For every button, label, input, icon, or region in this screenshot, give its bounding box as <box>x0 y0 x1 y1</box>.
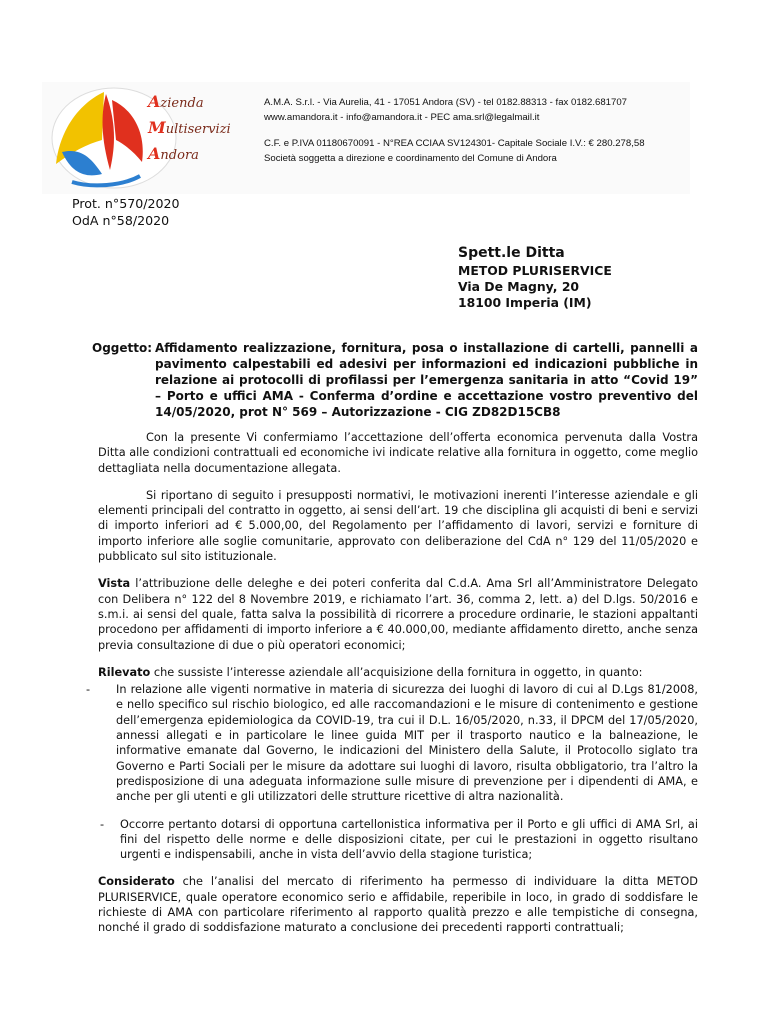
letterhead <box>42 82 690 194</box>
recipient-city: 18100 Imperia (IM) <box>458 295 592 310</box>
company-direction: Società soggetta a direzione e coordinamento del Comune di Andora <box>264 152 557 164</box>
protocol-block <box>72 195 180 229</box>
company-fiscal: C.F. e P.IVA 01180670091 - N°REA CCIAA SV124301- Capitale Sociale I.V.: € 280.278,58 <box>264 138 645 149</box>
company-info <box>264 96 694 166</box>
subject-block <box>92 340 698 420</box>
subject-label: Oggetto: <box>92 341 153 355</box>
letter-body <box>86 430 699 948</box>
recipient-title: Spett.le Ditta <box>458 245 565 261</box>
recipient-block <box>458 245 612 311</box>
company-address: A.M.A. S.r.l. - Via Aurelia, 41 - 17051 Andora (SV) - tel 0182.88313 - fax 0182.681707 <box>264 97 628 108</box>
paragraph-vista: Vista l’attribuzione delle deleghe e dei poteri conferita dal C.d.A. Ama Srl all’Amministratore Delegato con Delibera n° 122 del 8 Novembre 2019, e richiamato l’art. 36, comma 2, lett. a) del D.lgs. 50/2016 e s.m.i. ai sensi del quale, fatta salva la possibilità di ricorrere a procedure ordinarie, le stazioni appaltanti procedono per affidamenti di importo inferiore a € 40.000,00, mediante affidamento diretto, anche senza previa consultazione di due o più operatori economici; <box>98 577 698 652</box>
list-item: - In relazione alle vigenti normative in materia di sicurezza dei luoghi di lavoro di cui al D.Lgs 81/2008, e nello specifico sul rischio biologico, ed alle raccomandazioni e le misure di contenimento e gestione dell’emergenza epidemiologica da COVID-19, tra cui il D.L. 16/05/2020, n.33, il DPCM del 17/05/2020, annessi allegati e in particolare le linee guida MIT per il trasporto nautico e la balneazione, le informative emanate dal Governo, le indicazioni del Ministero della Salute, il Protocollo siglato tra Governo e Parti Sociali per le misure da adottare sui luoghi di lavoro, risulta obbligatorio, tra l’altro la predisposizione di una adeguata informazione sulle misure di prevenzione per i dipendenti di AMA, e anche per gli utenti e gli utilizzatori delle strutture ricettive di altra nazionalità. <box>86 683 698 804</box>
recipient-street: Via De Magny, 20 <box>458 279 580 294</box>
paragraph-rilevato: Rilevato che sussiste l’interesse aziendale all’acquisizione della fornitura in oggetto, in quanto: <box>98 665 643 679</box>
recipient-name: METOD PLURISERVICE <box>458 263 612 278</box>
paragraph-considerato: Considerato che l’analisi del mercato di riferimento ha permesso di individuare la ditta METOD PLURISERVICE, quale operatore economico serio e affidabile, reperibile in loco, in grado di soddisfare le richieste di AMA con particolare riferimento al rapporto qualità prezzo e alle tempistiche di consegna, nonché il grado di soddisfazione maturato a conclusione dei precedenti rapporti contrattuali; <box>98 875 698 935</box>
paragraph-confirmation: Con la presente Vi confermiamo l’accettazione dell’offerta economica pervenuta dalla Vostra Ditta alle condizioni contrattuali ed economiche ivi indicate relative alla fornitura in oggetto, come meglio dettagliata nella documentazione allegata. <box>98 431 699 475</box>
protocol-number: Prot. n°570/2020 <box>72 196 180 211</box>
oda-number: OdA n°58/2020 <box>72 213 170 228</box>
subject-text: Affidamento realizzazione, fornitura, posa o installazione di cartelli, pannelli a pavimento calpestabili ed adesivi per informazioni ed indicazioni pubbliche in relazione ai protocolli di profilassi per l’emergenza sanitaria in atto “Covid 19” – Porto e uffici AMA - Conferma d’ordine e accettazione vostro preventivo del 14/05/2020, prot N° 569 – Autorizzazione - CIG ZD82D15CB8 <box>155 341 698 419</box>
list-item: - Occorre pertanto dotarsi di opportuna cartellonistica informativa per il Porto e gli uffici di AMA Srl, ai fini del rispetto delle norme e delle disposizioni citate, per cui le prestazioni in oggetto risultano urgenti e indispensabili, anche in vista dell’avvio della stagione turistica; <box>100 817 698 862</box>
company-web: www.amandora.it - info@amandora.it - PEC ama.srl@legalmail.it <box>264 111 540 123</box>
paragraph-premises: Si riportano di seguito i presupposti normativi, le motivazioni inerenti l’interesse aziendale e gli elementi principali del contratto in oggetto, ai sensi dell’art. 19 che disciplina gli acquisti di beni e servizi di importo inferiori ad € 5.000,00, del Regolamento per l’affidamento di lavori, servizi e forniture di importo inferiore alle soglie comunitarie, approvato con deliberazione del CdA n° 129 del 11/05/2020 e pubblicato sul sito istituzionale. <box>98 488 698 564</box>
brand-name: Azienda Multiservizi Andora <box>148 92 231 163</box>
